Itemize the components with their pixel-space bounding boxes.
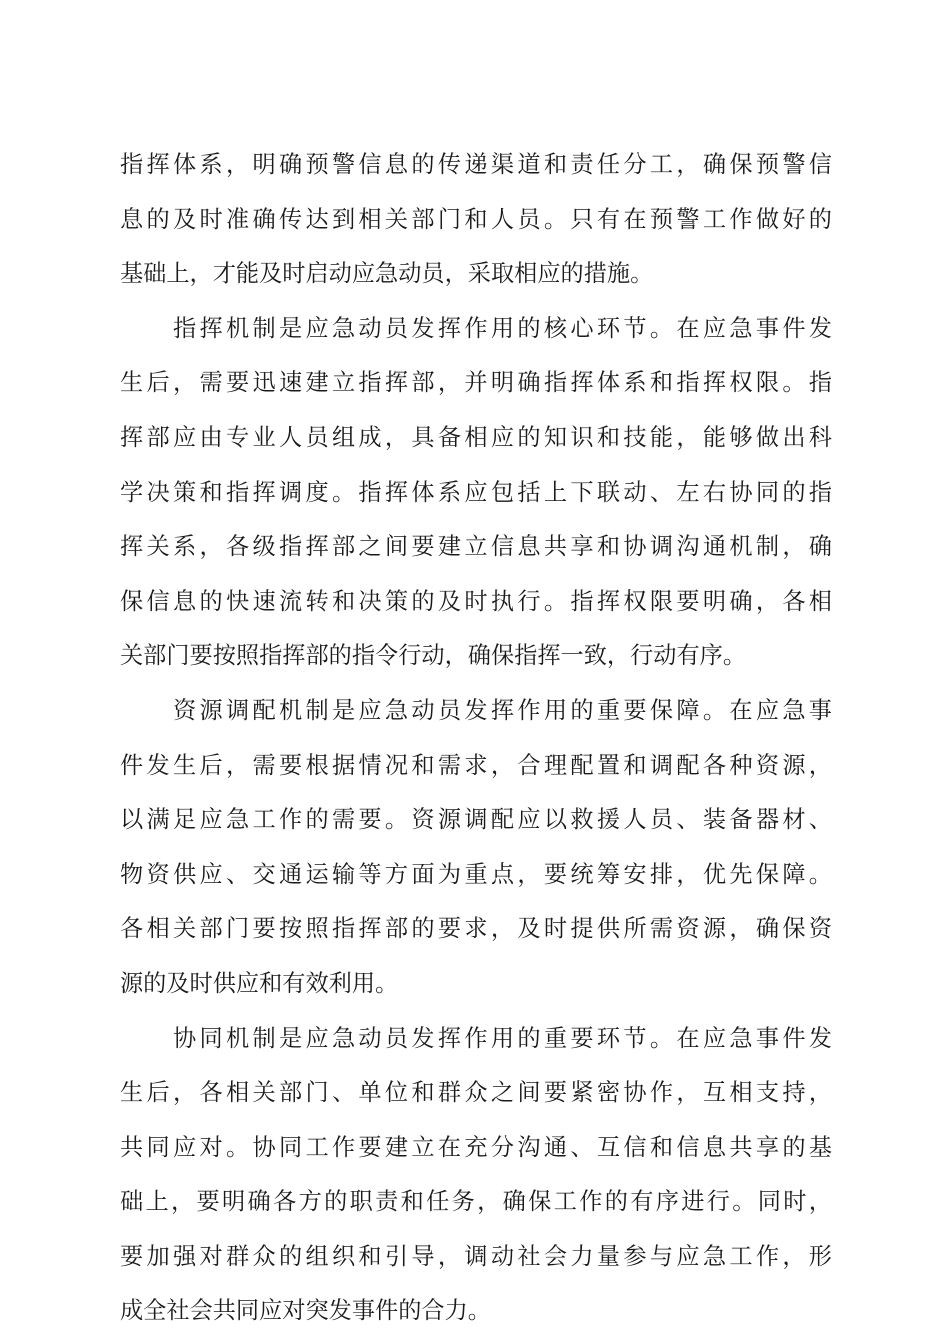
text-line: 保信息的快速流转和决策的及时执行。指挥权限要明确，各相 [120, 587, 832, 615]
text-line: 础上，要明确各方的职责和任务，确保工作的有序进行。同时， [120, 1188, 832, 1216]
text-line: 息的及时准确传达到相关部门和人员。只有在预警工作做好的 [120, 205, 832, 233]
paragraph-warning-system [120, 138, 832, 302]
text-line: 学决策和指挥调度。指挥体系应包括上下联动、左右协同的指 [120, 478, 832, 506]
text-line: 生后，需要迅速建立指挥部，并明确指挥体系和指挥权限。指 [120, 369, 832, 397]
text-line: 协同机制是应急动员发挥作用的重要环节。在应急事件发 [120, 1024, 832, 1052]
text-line: 以满足应急工作的需要。资源调配应以救援人员、装备器材、 [120, 806, 832, 834]
paragraph-command-mechanism [120, 302, 832, 684]
text-line: 共同应对。协同工作要建立在充分沟通、互信和信息共享的基 [120, 1133, 832, 1161]
text-line: 资源调配机制是应急动员发挥作用的重要保障。在应急事 [120, 696, 832, 724]
text-line: 挥关系，各级指挥部之间要建立信息共享和协调沟通机制，确 [120, 533, 832, 561]
text-line: 基础上，才能及时启动应急动员，采取相应的措施。 [120, 260, 654, 288]
text-line: 生后，各相关部门、单位和群众之间要紧密协作，互相支持， [120, 1079, 832, 1107]
document-body [120, 138, 832, 1339]
text-line: 指挥体系，明确预警信息的传递渠道和责任分工，确保预警信 [120, 151, 832, 178]
text-line: 挥部应由专业人员组成，具备相应的知识和技能，能够做出科 [120, 423, 832, 451]
text-line: 各相关部门要按照指挥部的要求，及时提供所需资源，确保资 [120, 915, 832, 943]
text-line: 物资供应、交通运输等方面为重点，要统筹安排，优先保障。 [120, 860, 832, 888]
text-line: 关部门要按照指挥部的指令行动，确保指挥一致，行动有序。 [120, 642, 747, 670]
text-line: 件发生后，需要根据情况和需求，合理配置和调配各种资源， [120, 751, 832, 779]
text-line: 要加强对群众的组织和引导，调动社会力量参与应急工作，形 [120, 1242, 832, 1270]
paragraph-resource-allocation [120, 684, 832, 1012]
paragraph-coordination-mechanism [120, 1012, 832, 1340]
text-line: 成全社会共同应对突发事件的合力。 [120, 1297, 491, 1325]
text-line: 源的及时供应和有效利用。 [120, 969, 399, 997]
text-line: 指挥机制是应急动员发挥作用的核心环节。在应急事件发 [120, 314, 832, 342]
